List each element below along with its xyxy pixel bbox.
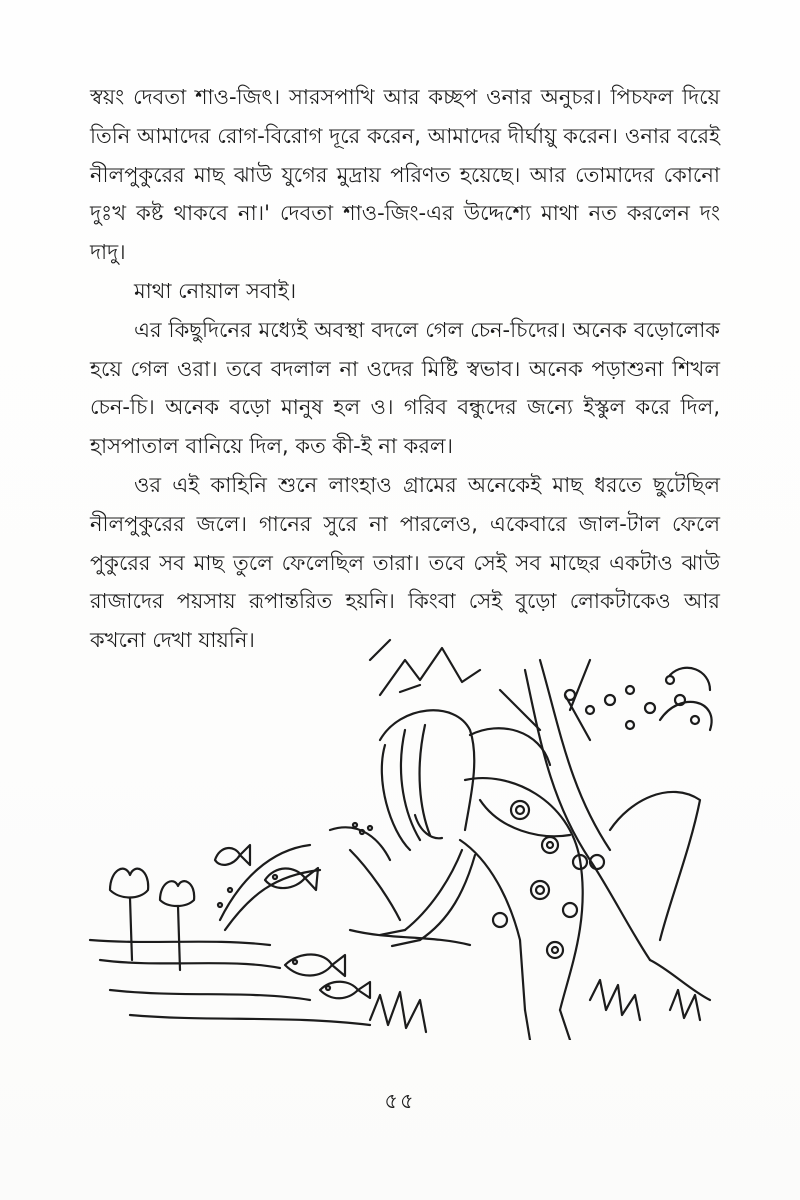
paragraph-2: মাথা নোয়াল সবাই। xyxy=(134,278,297,303)
body-text xyxy=(90,78,720,660)
fish-jumping xyxy=(215,845,318,890)
splash xyxy=(218,823,400,930)
tree xyxy=(500,660,712,960)
paragraph-4: ওর এই কাহিনি শুনে লাংহাও গ্রামের অনেকেই মাছ ধরতে ছুটেছিল নীলপুকুরের জলে। গানের সুরে না পারলেও, একেবারে জাল-টাল ফেলে পুকুরের সব মাছ তুলে ফেলেছিল তারা। তবে সেই সব মাছের একটাও ঝাউ রাজাদের পয়সায় রূপান্তরিত হয়নি। কিংবা সেই বুড়ো লোকটাকেও আর কখনো দেখা যায়নি। xyxy=(90,472,720,653)
paragraph-1: স্বয়ং দেবতা শাও-জিৎ। সারসপাখি আর কচ্ছপ ওনার অনুচর। পিচফল দিয়ে তিনি আমাদের রোগ-বিরোগ দূরে করেন, আমাদের দীর্ঘায়ু করেন। ওনার বরেই নীলপুকুরের মাছ ঝাউ যুগের মুদ্রায় পরিণত হয়েছে। আর তোমাদের কোনো দুঃখ কষ্ট থাকবে না।' দেবতা শাও-জিং-এর উদ্দেশ্যে মাথা নত করলেন দং দাদু। xyxy=(90,85,720,265)
page-number: ৫৫ xyxy=(384,1089,416,1113)
mountain-sketch xyxy=(370,640,480,695)
pond-water xyxy=(90,930,470,1025)
grass-foreground xyxy=(370,960,710,1032)
paragraph-3: এর কিছুদিনের মধ্যেই অবস্থা বদলে গেল চেন-চিদের। অনেক বড়োলোক হয়ে গেল ওরা। তবে বদলাল না ওদের মিষ্টি স্বভাব। অনেক পড়াশুনা শিখল চেন-চি। অনেক বড়ো মানুষ হল ও। গরিব বন্ধুদের জন্যে ইস্কুল করে দিল, হাসপাতাল বানিয়ে দিল, কত কী-ই না করল। xyxy=(90,317,720,459)
pond-illustration xyxy=(70,600,720,1040)
girl-figure xyxy=(380,710,604,1040)
lotus-flowers xyxy=(110,869,194,970)
fish-in-water xyxy=(285,954,370,998)
